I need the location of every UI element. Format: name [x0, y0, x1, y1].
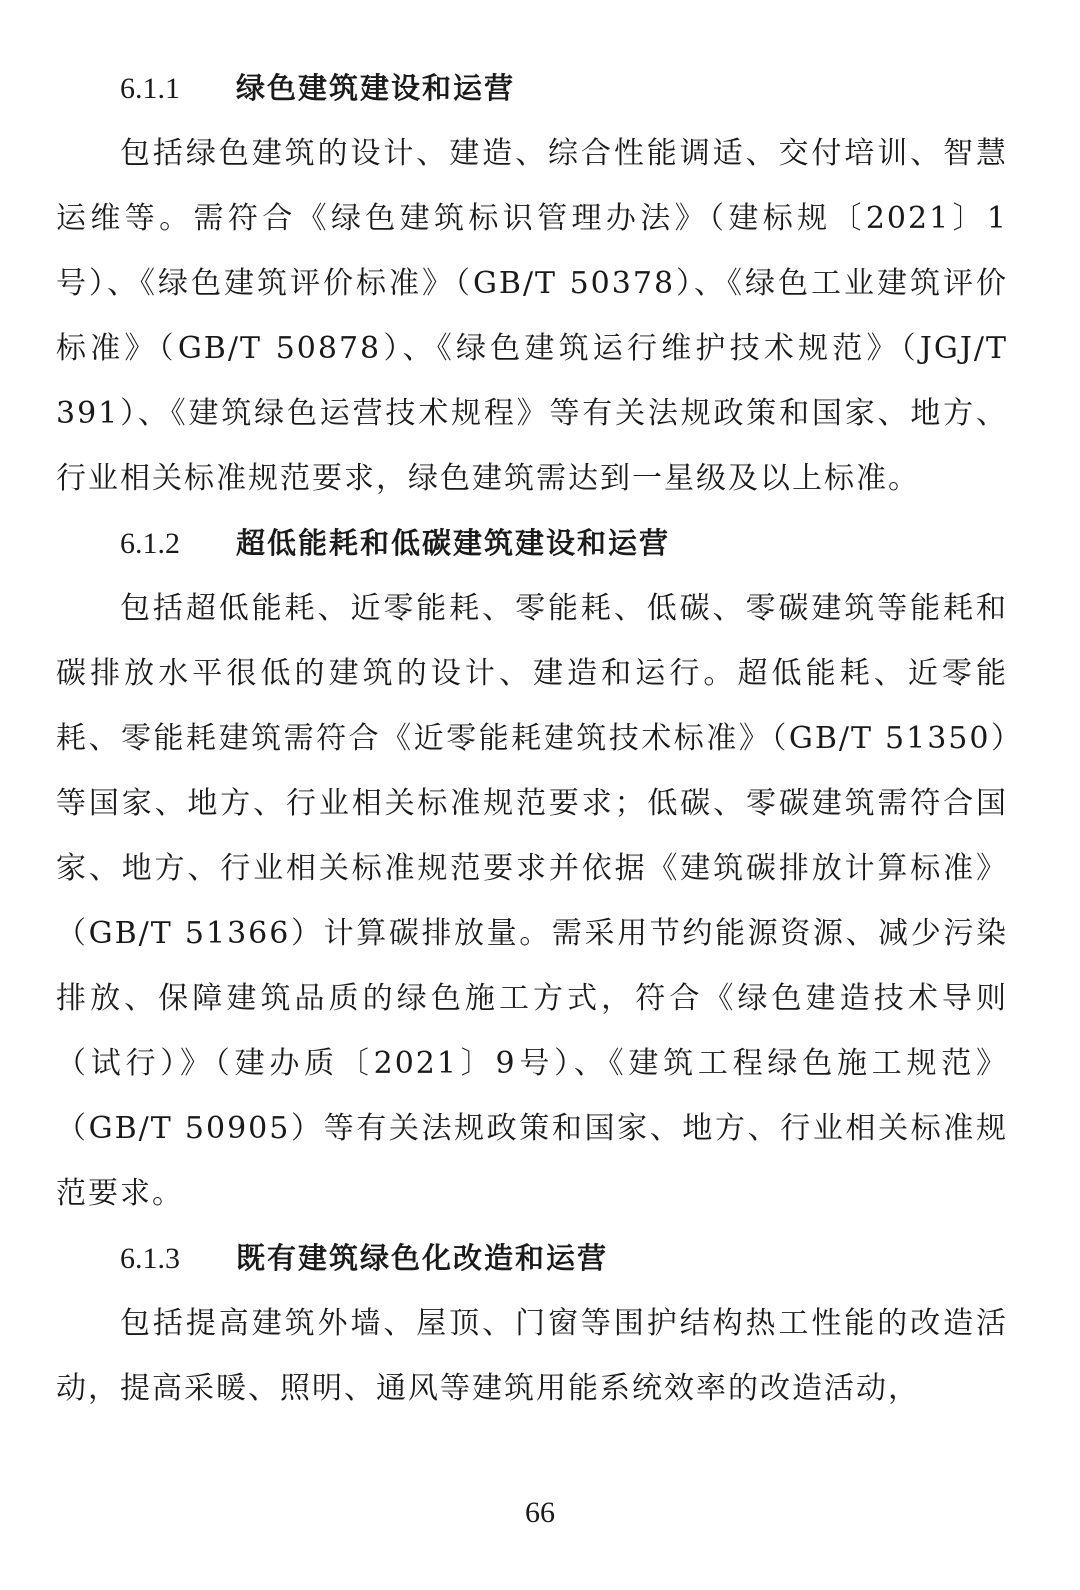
- section-body-6-1-2: 包括超低能耗、近零能耗、零能耗、低碳、零碳建筑等能耗和碳排放水平很低的建筑的设计、建造和运行。超低能耗、近零能耗、零能耗建筑需符合《近零能耗建筑技术标准》（GB/T 51350）等国家、地方、行业相关标准规范要求；低碳、零碳建筑需符合国家、地方、行业相关标准规范要求并依据《建筑碳排放计算标准》（GB/T 51366）计算碳排放量。需采用节约能源资源、减少污染排放、保障建筑品质的绿色施工方式，符合《绿色建造技术导则（试行）》（建办质〔2021〕9号）、《建筑工程绿色施工规范》（GB/T 50905）等有关法规政策和国家、地方、行业相关标准规范要求。: [56, 591, 1008, 1211]
- section-heading-6-1-1: [56, 56, 1008, 121]
- section-heading-6-1-2: [56, 511, 1008, 576]
- section-title: 既有建筑绿色化改造和运营: [236, 1241, 609, 1275]
- section-title: 绿色建筑建设和运营: [236, 71, 516, 105]
- section-number: 6.1.2: [120, 527, 180, 560]
- section-number: 6.1.3: [120, 1242, 180, 1275]
- page-number: 66: [525, 1496, 555, 1529]
- section-heading-6-1-3: [56, 1226, 1008, 1291]
- section-title: 超低能耗和低碳建筑建设和运营: [236, 526, 671, 560]
- section-body-6-1-3: 包括提高建筑外墙、屋顶、门窗等围护结构热工性能的改造活动，提高采暖、照明、通风等建筑用能系统效率的改造活动，: [56, 1306, 1008, 1406]
- section-number: 6.1.1: [120, 72, 180, 105]
- page-content: [56, 56, 1008, 1421]
- section-body-6-1-1: 包括绿色建筑的设计、建造、综合性能调适、交付培训、智慧运维等。需符合《绿色建筑标识管理办法》（建标规〔2021〕1号）、《绿色建筑评价标准》（GB/T 50378）、《绿色工业建筑评价标准》（GB/T 50878）、《绿色建筑运行维护技术规范》（JGJ/T 391）、《建筑绿色运营技术规程》等有关法规政策和国家、地方、行业相关标准规范要求，绿色建筑需达到一星级及以上标准。: [56, 136, 1008, 496]
